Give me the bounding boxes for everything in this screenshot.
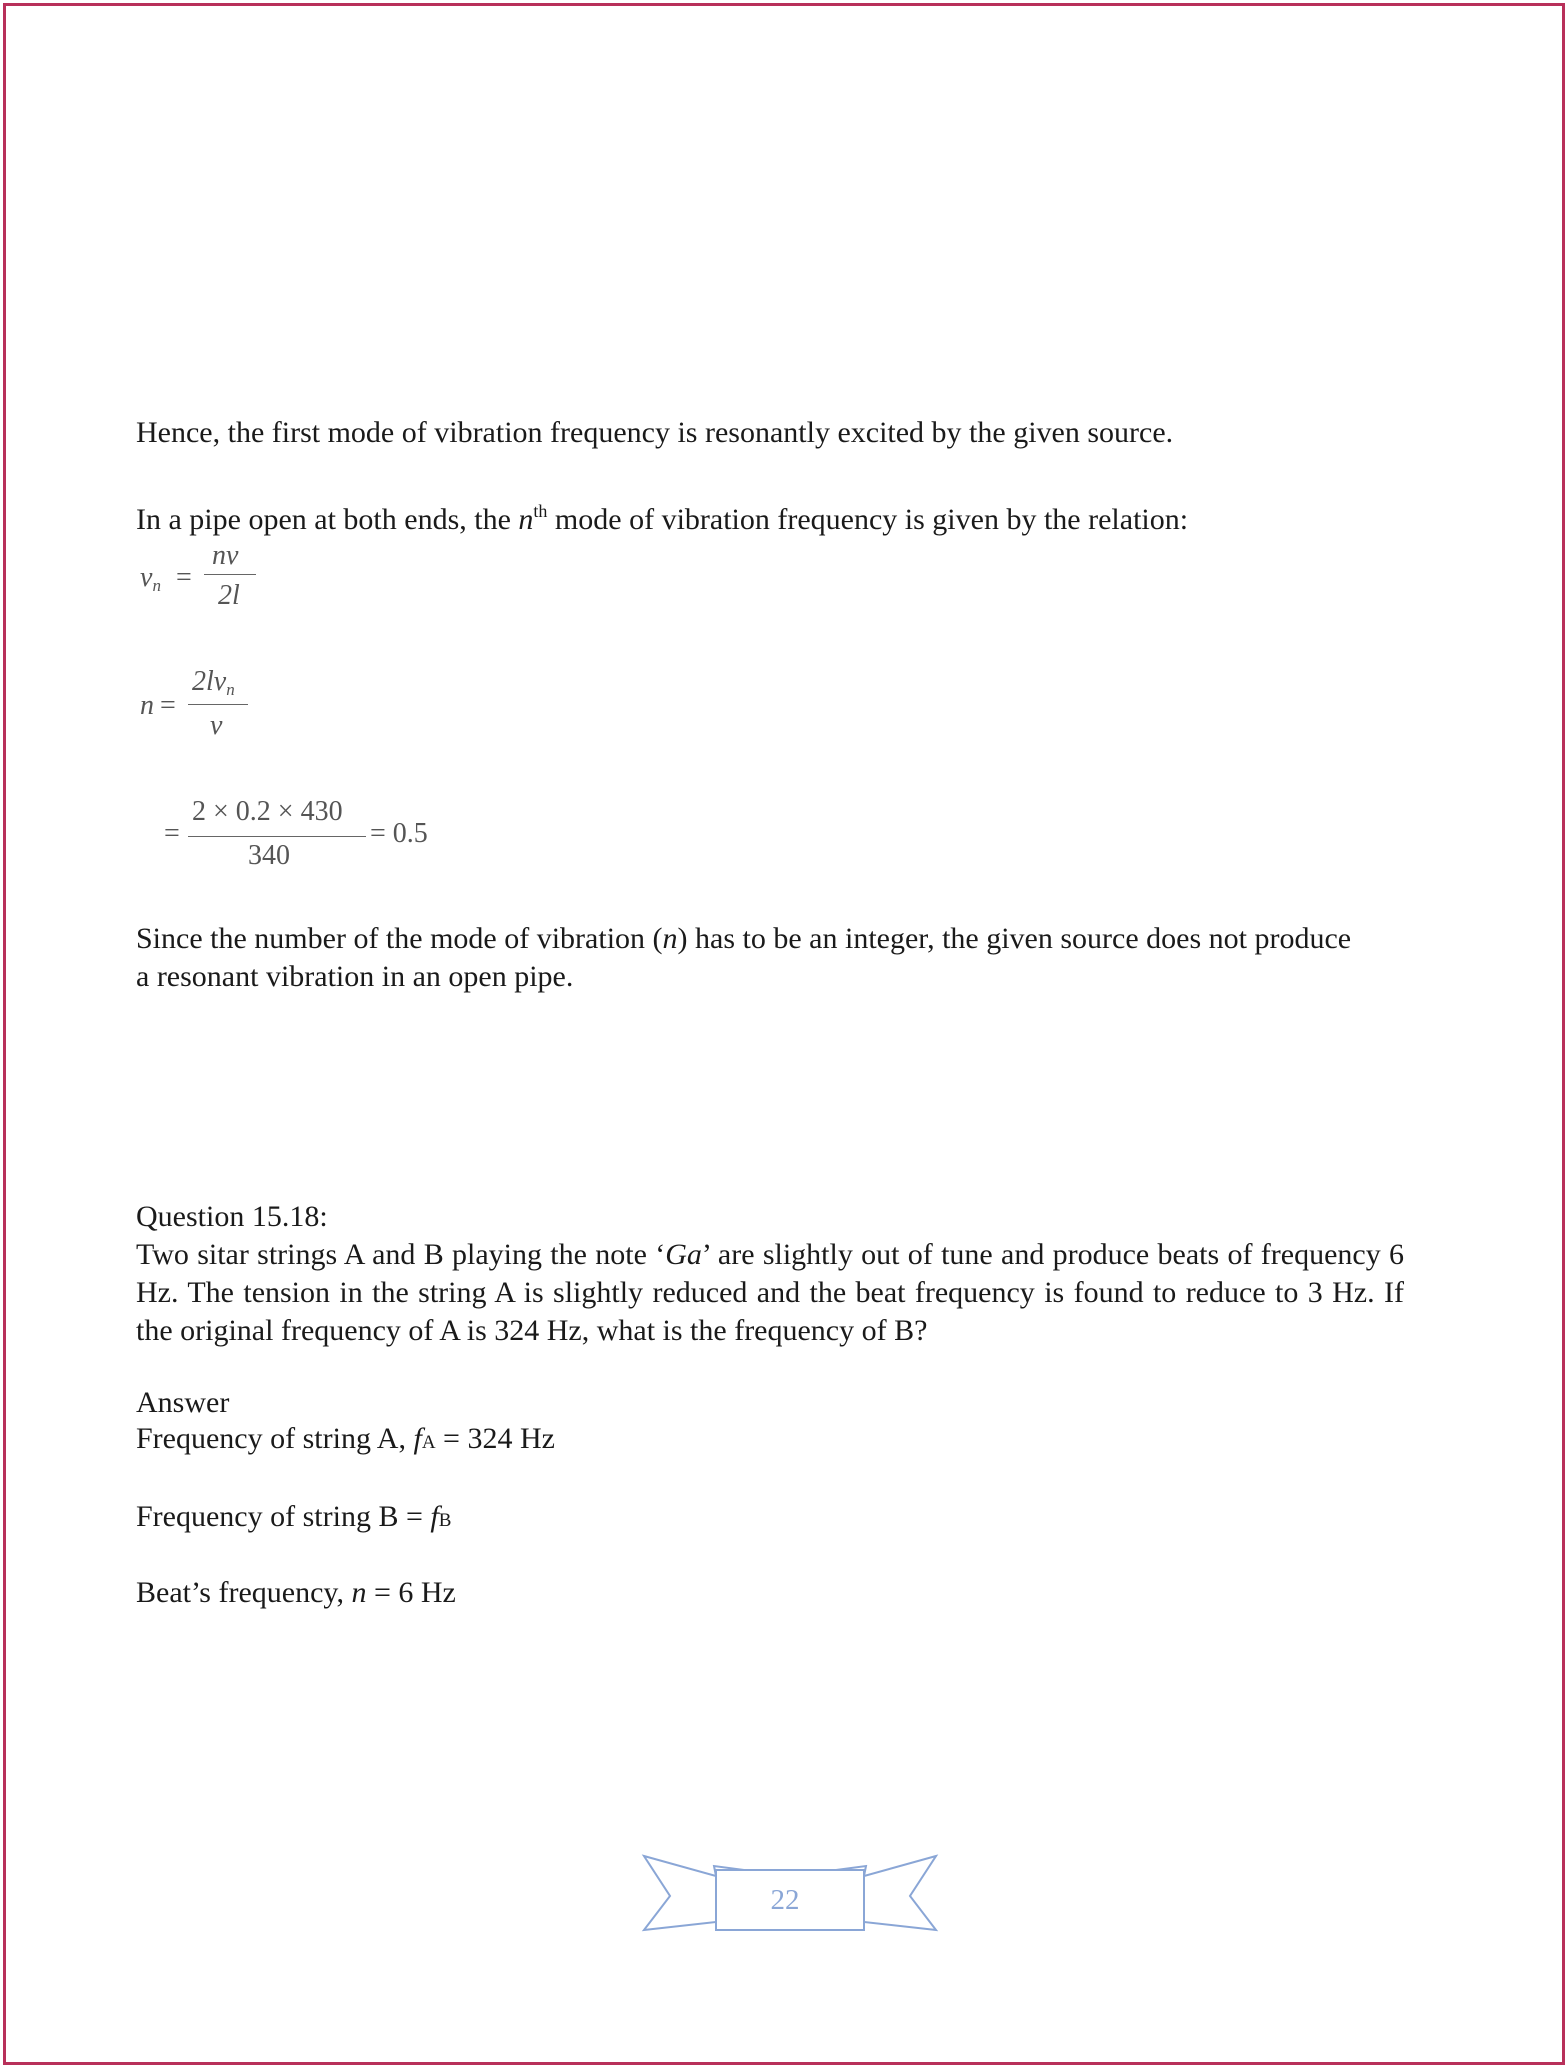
equation-calculation xyxy=(164,792,464,882)
text: = 324 Hz xyxy=(435,1422,555,1455)
paragraph-first-mode: Hence, the first mode of vibration frequency is resonantly excited by the given source. xyxy=(136,416,1174,449)
denominator: ν xyxy=(210,710,223,741)
nu-symbol: ν xyxy=(140,562,153,593)
answer-line-beat xyxy=(136,1574,1406,1612)
th-superscript: th xyxy=(533,501,548,521)
text: ’ are slightly out of tune and produce beats of frequency 6 Hz. The tension in the string A is slightly reduced and the beat frequency is found to reduce to 3 Hz. If the original frequency of A is 324 Hz, what is the frequency of B? xyxy=(136,1238,1404,1347)
paragraph-conclusion xyxy=(136,920,1356,996)
numerator-text: 2lν xyxy=(192,666,227,697)
text: Frequency of string B = xyxy=(136,1500,431,1533)
fraction xyxy=(202,540,262,620)
fraction xyxy=(186,792,366,882)
question-title: Question 15.18: xyxy=(136,1200,328,1233)
n-symbol: n xyxy=(662,922,678,955)
text: Beat’s frequency, xyxy=(136,1576,352,1609)
equals-sign: = xyxy=(160,690,176,721)
text: mode of vibration frequency is given by the relation: xyxy=(547,503,1189,536)
subscript-b: B xyxy=(438,1510,452,1531)
n-symbol: n xyxy=(140,690,154,721)
subscript-a: A xyxy=(421,1432,436,1453)
page-number: 22 xyxy=(770,1884,800,1916)
text: ) has to be an integer, the given source does not produce a resonant vibration in an open pipe. xyxy=(136,922,1352,993)
numerator-subscript: n xyxy=(226,680,235,699)
f-symbol: f xyxy=(413,1422,422,1455)
answer-title: Answer xyxy=(136,1386,230,1419)
numerator xyxy=(192,666,235,700)
text: Frequency of string A, xyxy=(136,1422,414,1455)
equals-sign: = xyxy=(164,818,180,849)
denominator: 340 xyxy=(248,840,290,871)
denominator: 2l xyxy=(218,580,240,611)
answer-line-fa xyxy=(136,1420,1406,1462)
text: In a pipe open at both ends, the xyxy=(136,503,519,536)
equation-vn xyxy=(140,540,260,620)
page-border xyxy=(3,3,1565,2065)
f-symbol: f xyxy=(430,1500,439,1533)
answer-line-fb xyxy=(136,1498,1406,1540)
fraction xyxy=(186,664,266,754)
numerator: 2 × 0.2 × 430 xyxy=(192,796,343,827)
result: = 0.5 xyxy=(370,818,428,849)
n-symbol: n xyxy=(518,503,534,536)
fraction-bar xyxy=(204,574,256,575)
equals-sign: = xyxy=(176,562,192,593)
text: Since the number of the mode of vibration ( xyxy=(136,922,663,955)
text: = 6 Hz xyxy=(366,1576,456,1609)
nu-subscript: n xyxy=(152,576,161,595)
numerator: nv xyxy=(212,540,239,571)
note-ga: Ga xyxy=(665,1238,702,1271)
text: Two sitar strings A and B playing the note ‘ xyxy=(136,1238,666,1271)
paragraph-open-pipe-relation xyxy=(136,492,1406,539)
question-text xyxy=(136,1236,1404,1350)
n-symbol: n xyxy=(351,1576,367,1609)
equation-n xyxy=(140,664,270,754)
fraction-bar xyxy=(188,704,248,705)
fraction-bar xyxy=(188,836,366,837)
